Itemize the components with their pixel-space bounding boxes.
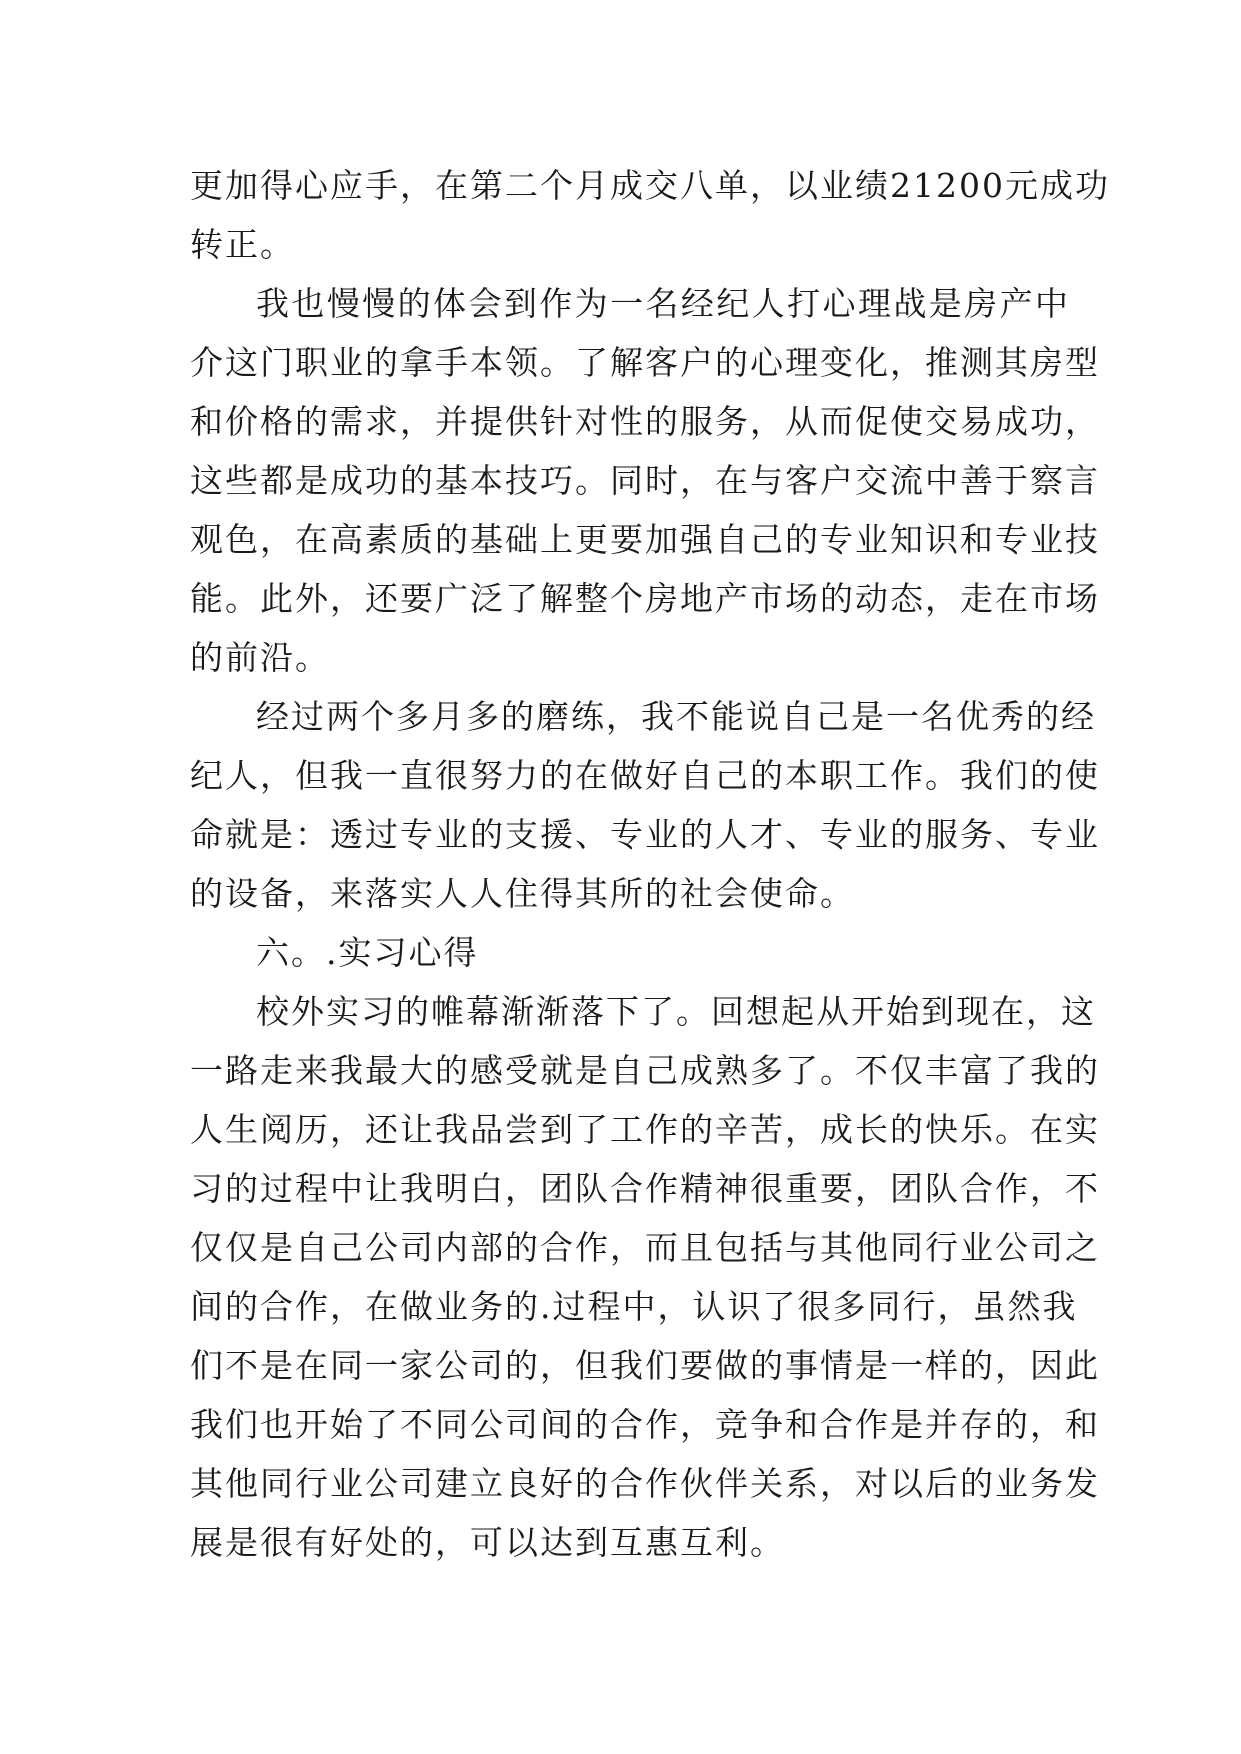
text-line: 更加得心应手，在第二个月成交八单，以业绩21200元成功 <box>190 166 1110 205</box>
text-line: 人生阅历，还让我品尝到了工作的辛苦，成长的快乐。在实 <box>190 1110 1100 1149</box>
text-line: 的前沿。 <box>190 638 330 677</box>
text-line: 命就是：透过专业的支援、专业的人才、专业的服务、专业 <box>190 815 1100 854</box>
text-line: 这些都是成功的基本技巧。同时，在与客户交流中善于察言 <box>190 461 1100 500</box>
text-line: 们不是在同一家公司的，但我们要做的事情是一样的，因此 <box>190 1346 1100 1385</box>
text-line: 一路走来我最大的感受就是自己成熟多了。不仅丰富了我的 <box>190 1051 1100 1090</box>
text-line: 其他同行业公司建立良好的合作伙伴关系，对以后的业务发 <box>190 1464 1100 1503</box>
text-line: 校外实习的帷幕渐渐落下了。回想起从开始到现在，这 <box>256 992 1096 1031</box>
text-line: 展是很有好处的，可以达到互惠互利。 <box>190 1523 785 1562</box>
text-line: 我们也开始了不同公司间的合作，竞争和合作是并存的，和 <box>190 1405 1100 1444</box>
text-line: 介这门职业的拿手本领。了解客户的心理变化，推测其房型 <box>190 343 1100 382</box>
text-line: 能。此外，还要广泛了解整个房地产市场的动态，走在市场 <box>190 579 1100 618</box>
text-line: 经过两个多月多的磨练，我不能说自己是一名优秀的经 <box>256 697 1096 736</box>
text-line: 观色，在高素质的基础上更要加强自己的专业知识和专业技 <box>190 520 1100 559</box>
text-line: 纪人，但我一直很努力的在做好自己的本职工作。我们的使 <box>190 756 1100 795</box>
text-line: 我也慢慢的体会到作为一名经纪人打心理战是房产中 <box>256 284 1070 323</box>
text-line: 转正。 <box>190 225 295 264</box>
text-line: 习的过程中让我明白，团队合作精神很重要，团队合作，不 <box>190 1169 1100 1208</box>
text-line: 间的合作，在做业务的.过程中，认识了很多同行，虽然我 <box>190 1287 1078 1326</box>
text-line: 仅仅是自己公司内部的合作，而且包括与其他同行业公司之 <box>190 1228 1100 1267</box>
text-line: 和价格的需求，并提供针对性的服务，从而促使交易成功， <box>190 402 1100 441</box>
section-heading: 六。.实习心得 <box>256 933 479 972</box>
text-line: 的设备，来落实人人住得其所的社会使命。 <box>190 874 855 913</box>
